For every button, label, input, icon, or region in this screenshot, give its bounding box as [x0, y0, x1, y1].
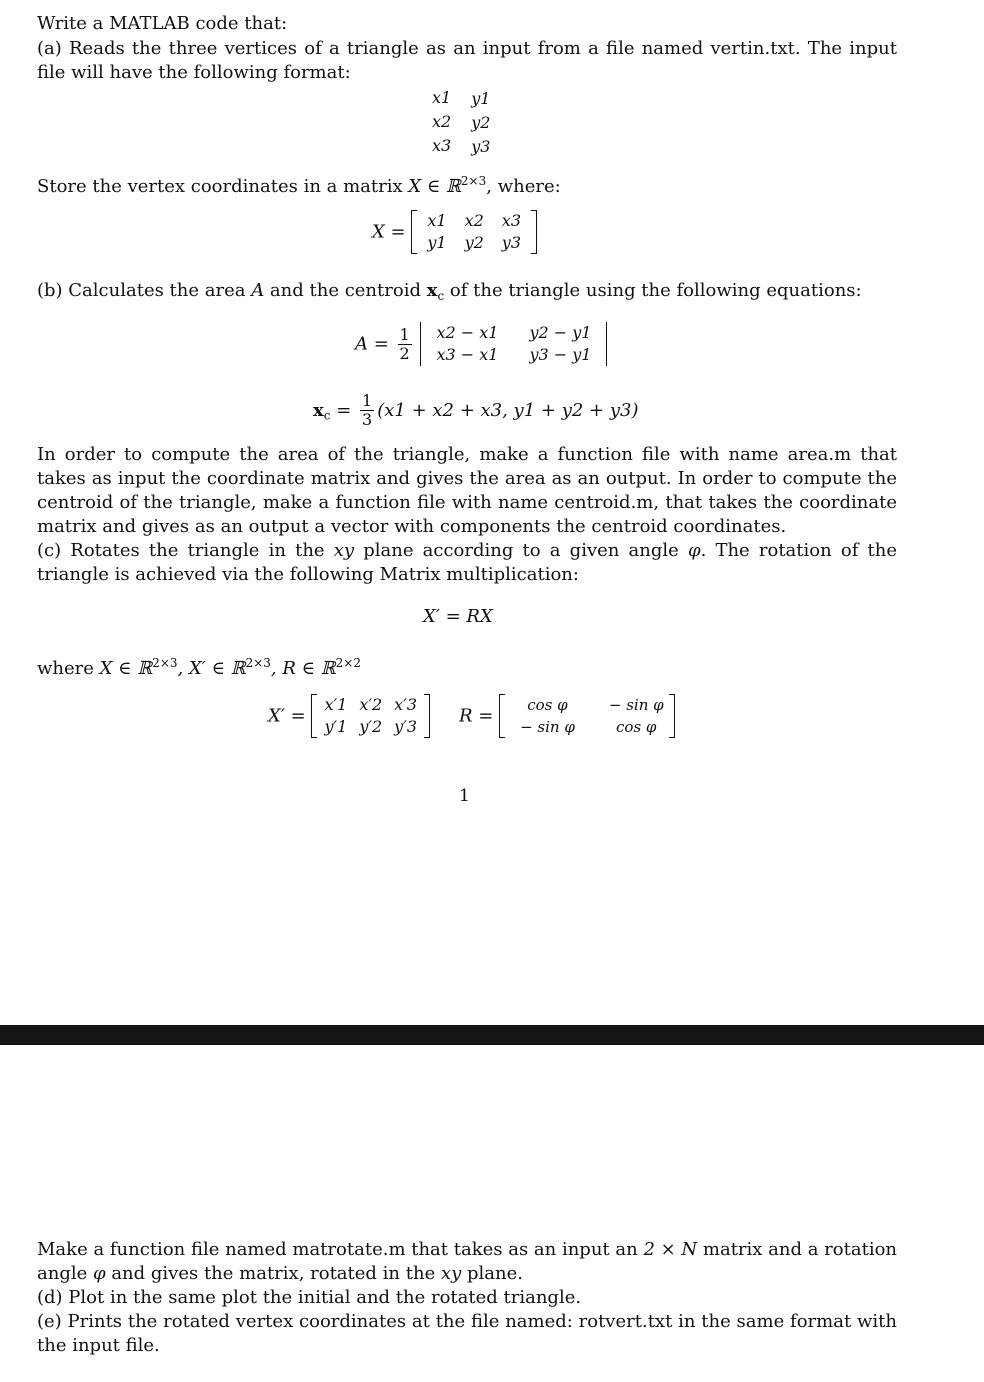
where-sup: 2×3: [152, 656, 178, 670]
matrix-cell: cos φ: [527, 696, 568, 714]
where-math: X ∈ ℝ: [99, 658, 153, 679]
part-b-area-symbol: A: [251, 280, 265, 301]
functions-paragraph: In order to compute the area of the triangle, make a function file with name area.m that takes as input the coordinate matrix and gives the area as an output. In order to compute the centroid of the triangle, make a function file with name centroid.m, that takes the coordinate matrix and gives as an output a vector with components the centroid coordinates.: [37, 444, 897, 537]
xprime-label: X′ =: [268, 705, 306, 727]
matrix-xprime: [311, 694, 430, 738]
area-label: A =: [355, 333, 389, 355]
part-c-post: . The rotation of the triangle is achieved via the following Matrix multiplication:: [37, 540, 898, 585]
centroid-equals: =: [336, 400, 352, 421]
matrix-cell: x′2: [359, 695, 383, 714]
continuation-text: [37, 1238, 897, 1286]
matrix-cell: x′3: [394, 695, 418, 714]
format-cell: y2: [471, 112, 491, 132]
format-cell: y3: [471, 136, 491, 156]
rotation-equation: X′ = RX: [423, 606, 493, 627]
part-b-pre: (b) Calculates the area: [37, 280, 252, 301]
centroid-fraction: [360, 392, 374, 429]
part-b-post: of the triangle using the following equations:: [444, 280, 862, 301]
where-sup: 2×3: [245, 656, 271, 670]
matrix-cell: x2: [464, 211, 484, 230]
matrix-cell: y′2: [359, 717, 383, 736]
part-a-text: (a) Reads the three vertices of a triangle as an input from a file named vertin.txt. The input file will have the following format:: [37, 38, 897, 83]
format-cell: y1: [471, 88, 491, 108]
input-format-table: [432, 86, 490, 158]
cont-post: matrix and a rotation angle: [37, 1239, 898, 1284]
part-c-pre: (c) Rotates the triangle in the: [37, 540, 334, 561]
matrix-cell: y′1: [324, 717, 348, 736]
matrix-cell: x3: [501, 211, 521, 230]
r-equation: [459, 694, 675, 738]
where-math: , X′ ∈ ℝ: [177, 658, 246, 679]
centroid-equation: [313, 392, 638, 429]
part-c-text: [37, 539, 897, 587]
store-sentence: [37, 169, 561, 199]
format-cell: x1: [432, 88, 452, 107]
area-equation: [355, 322, 607, 366]
cont-end: and gives the matrix, rotated in the: [105, 1263, 441, 1284]
where-line: [37, 651, 361, 681]
cont-tail: plane.: [461, 1263, 523, 1284]
part-b-text: [37, 279, 862, 308]
part-b-mid: and the centroid: [264, 280, 427, 301]
where-math: , R ∈ ℝ: [270, 658, 336, 679]
store-math: X ∈ ℝ: [408, 176, 461, 197]
matrix-cell: − sin φ: [520, 718, 575, 736]
matrix-cell: y1: [427, 233, 447, 252]
part-b-centroid-symbol: x: [426, 280, 438, 301]
cont-math: 2 × N: [643, 1239, 698, 1260]
centroid-sub: c: [323, 408, 331, 423]
matrix-cell: x1: [427, 211, 447, 230]
format-cell: x3: [432, 136, 452, 155]
part-c-phi: φ: [687, 540, 701, 561]
part-c-xy: xy: [333, 540, 355, 561]
frac-num: 1: [362, 391, 373, 410]
det-cell: x2 − x1: [436, 323, 499, 342]
frac-den: 3: [362, 410, 373, 429]
store-sup: 2×3: [460, 174, 487, 188]
part-b-centroid-sub: c: [437, 289, 445, 303]
centroid-expression: (x1 + x2 + x3, y1 + y2 + y3): [377, 400, 639, 421]
centroid-label: x: [313, 400, 324, 421]
matrix-x-label: X =: [372, 221, 406, 243]
page-divider: [0, 1025, 984, 1045]
frac-den: 2: [399, 343, 410, 363]
input-format-block: [432, 86, 490, 158]
store-text-post: , where:: [486, 176, 561, 197]
matrix-cell: x′1: [324, 695, 348, 714]
where-sup: 2×2: [335, 656, 361, 670]
matrix-cell: − sin φ: [608, 696, 664, 714]
matrix-cell: cos φ: [616, 718, 657, 736]
area-determinant: [420, 322, 607, 366]
intro-text: Write a MATLAB code that:: [37, 13, 288, 34]
det-cell: y2 − y1: [529, 323, 592, 342]
cont-phi: φ: [92, 1263, 106, 1284]
matrix-cell: y2: [464, 233, 484, 252]
matrix-r: [499, 694, 675, 738]
page-number: 1: [459, 786, 470, 806]
xprime-equation: [268, 694, 430, 738]
where-pre: where: [37, 658, 100, 679]
matrix-cell: y3: [501, 233, 522, 252]
format-cell: x2: [432, 112, 452, 131]
part-d-text: (d) Plot in the same plot the initial and the rotated triangle.: [37, 1287, 582, 1308]
r-label: R =: [459, 705, 494, 727]
part-c-mid: plane according to a given angle: [354, 540, 688, 561]
frac-num: 1: [399, 324, 410, 344]
cont-xy: xy: [440, 1263, 462, 1284]
area-fraction: [398, 326, 412, 363]
det-cell: y3 − y1: [529, 345, 592, 364]
matrix-x: [411, 210, 537, 254]
matrix-cell: y′3: [394, 717, 418, 736]
cont-pre: Make a function file named matrotate.m that takes as an input an: [37, 1239, 644, 1260]
matrix-x-equation: [372, 210, 537, 254]
store-text: Store the vertex coordinates in a matrix: [37, 176, 409, 197]
part-e-text: (e) Prints the rotated vertex coordinates at the file named: rotvert.txt in the same format with the input file.: [37, 1311, 897, 1356]
det-cell: x3 − x1: [436, 345, 499, 364]
